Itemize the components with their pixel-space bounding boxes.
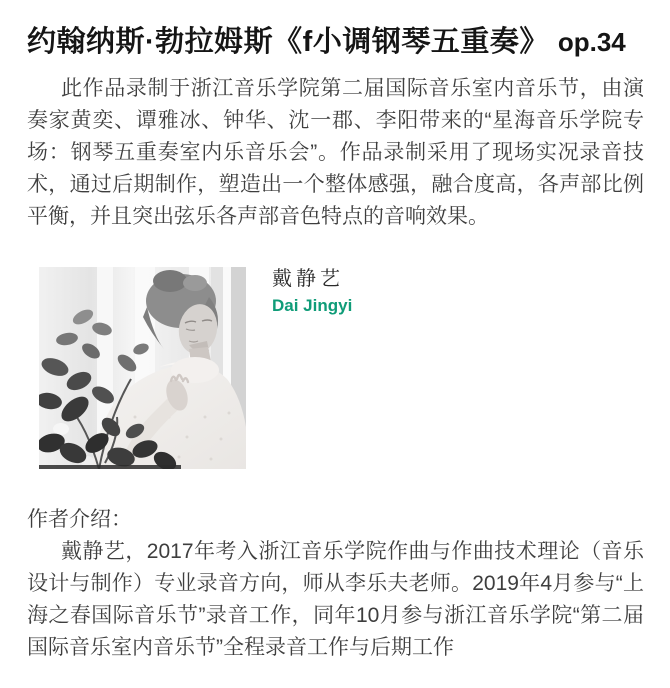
intro-paragraph: 此作品录制于浙江音乐学院第二届国际音乐室内音乐节，由演奏家黄奕、谭雅冰、钟华、沈一郡、李阳带来的“星海音乐学院专场：钢琴五重奏室内乐音乐会”。作品录制采用了现场实况录音技术，通过后期制作，塑造出一个整体感强，融合度高，各声部比例平衡，并且突出弦乐各声部音色特点的音响效果。 [27, 77, 644, 228]
author-intro-heading: 作者介绍： [27, 508, 132, 531]
page-title-opus: op.34 [557, 27, 626, 57]
portrait-illustration [39, 267, 246, 469]
artist-portrait-photo [39, 267, 246, 469]
page-title [27, 24, 644, 60]
artist-block [27, 267, 644, 469]
artist-caption [272, 267, 352, 316]
artist-name-pinyin: Dai Jingyi [272, 296, 353, 315]
author-intro-section [27, 504, 644, 664]
page-title-cjk: 约翰纳斯·勃拉姆斯《f小调钢琴五重奏》 [27, 26, 549, 58]
author-intro-body: 戴静艺，2017年考入浙江音乐学院作曲与作曲技术理论（音乐设计与制作）专业录音方向，师从李乐夫老师。2019年4月参与“上海之春国际音乐节”录音工作，同年10月参与浙江音乐学院“第二届国际音乐室内音乐节”全程录音工作与后期工作 [27, 540, 644, 659]
artist-name-chinese: 戴静艺 [272, 268, 344, 290]
